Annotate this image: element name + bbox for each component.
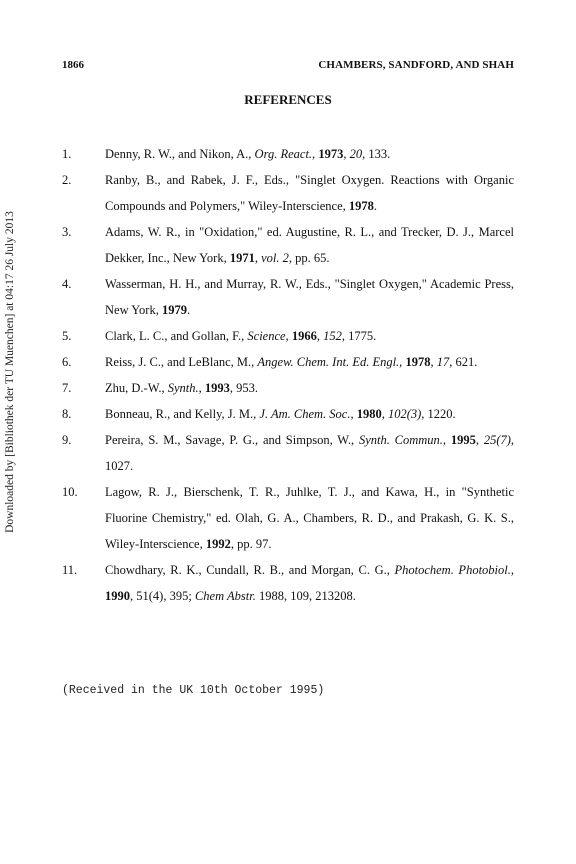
reference-text-run: Reiss, J. C., and LeBlanc, M.,	[105, 355, 258, 369]
reference-text-run: Photochem. Photobiol.,	[394, 563, 514, 577]
reference-text-run: ,	[343, 147, 350, 161]
reference-text-run: 1978	[348, 199, 374, 213]
reference-text-run: ,	[381, 407, 388, 421]
reference-number: 6.	[62, 355, 72, 369]
reference-text-run: 1992	[205, 537, 231, 551]
reference-number: 3.	[62, 225, 72, 239]
reference-text-run: Synth.,	[167, 381, 202, 395]
reference-item	[0, 375, 576, 401]
reference-text-run: ,	[430, 355, 437, 369]
reference-item	[0, 141, 576, 167]
reference-item	[0, 427, 576, 479]
reference-text-run: ,	[316, 329, 324, 343]
reference-text-run: Bonneau, R., and Kelly, J. M.,	[105, 407, 260, 421]
reference-text-run: , pp. 65.	[288, 251, 330, 265]
reference-text-run: 1980	[356, 407, 382, 421]
reference-text-run: 1971	[229, 251, 255, 265]
reference-text	[105, 141, 514, 167]
reference-item	[0, 271, 576, 323]
reference-text-run: , 133.	[362, 147, 391, 161]
reference-text	[105, 557, 514, 609]
page-number: 1866	[62, 59, 84, 71]
reference-text-run: vol. 2	[261, 251, 289, 265]
reference-text-run: , 621.	[449, 355, 478, 369]
reference-text-run: 25(7)	[483, 433, 511, 447]
reference-text-run: Pereira, S. M., Savage, P. G., and Simpson, W.,	[105, 433, 359, 447]
reference-text-run: Synth. Commun.,	[358, 433, 447, 447]
reference-text-run: ,	[254, 251, 262, 265]
reference-text-run: Chowdhary, R. K., Cundall, R. B., and Morgan, C. G.,	[105, 563, 395, 577]
section-title: REFERENCES	[244, 92, 332, 107]
reference-number: 4.	[62, 277, 72, 291]
reference-text-run: .	[186, 303, 191, 317]
reference-text-run: ,	[475, 433, 484, 447]
reference-text-run: Denny, R. W., and Nikon, A.,	[105, 147, 255, 161]
reference-text-run: .	[373, 199, 378, 213]
reference-item	[0, 557, 576, 609]
reference-text-run: Wasserman, H. H., and Murray, R. W., Eds., "Singlet Oxygen," Academic Press, New York,	[105, 277, 514, 317]
reference-text-run: 1978	[405, 355, 431, 369]
reference-text	[105, 349, 514, 375]
reference-text-run: 102(3)	[387, 407, 422, 421]
reference-text-run: 1979	[161, 303, 187, 317]
reference-text	[105, 401, 514, 427]
reference-text-run: J. Am. Chem. Soc.,	[259, 407, 354, 421]
reference-text-run: 152	[323, 329, 342, 343]
reference-text-run: Science,	[247, 329, 289, 343]
reference-text-run: 1973	[318, 147, 344, 161]
reference-text-run: , pp. 97.	[230, 537, 272, 551]
reference-item	[0, 479, 576, 557]
reference-text-run: , 1775.	[341, 329, 377, 343]
reference-text-run: Chem Abstr.	[194, 589, 256, 603]
reference-text-run: 1993	[204, 381, 230, 395]
reference-number: 5.	[62, 329, 72, 343]
reference-number: 2.	[62, 173, 72, 187]
reference-item	[0, 401, 576, 427]
reference-text-run: 1995	[450, 433, 476, 447]
reference-text-run: 1988, 109, 213208.	[255, 589, 356, 603]
reference-item	[0, 167, 576, 219]
download-watermark-text: Downloaded by [Bibliothek der TU Muenchen] at 04:17 26 July 2013	[4, 211, 16, 533]
reference-text-run: , 953.	[229, 381, 259, 395]
reference-list	[0, 141, 576, 609]
reference-number: 8.	[62, 407, 72, 421]
reference-item	[0, 323, 576, 349]
reference-text-run: Org. React.,	[254, 147, 316, 161]
reference-text-run: 17	[436, 355, 450, 369]
reference-text	[105, 167, 514, 219]
reference-text-run: Ranby, B., and Rabek, J. F., Eds., "Singlet Oxygen. Reactions with Organic Compounds and Polymers," Wiley-Interscience,	[105, 173, 514, 213]
reference-text-run: , 1220.	[421, 407, 456, 421]
reference-text-run: 1966	[291, 329, 317, 343]
reference-text	[105, 323, 514, 349]
reference-text-run: Adams, W. R., in "Oxidation," ed. Augustine, R. L., and Trecker, D. J., Marcel Dekker, Inc., New York,	[105, 225, 514, 265]
reference-text	[105, 271, 514, 323]
reference-text-run: Angew. Chem. Int. Ed. Engl.,	[257, 355, 403, 369]
reference-number: 9.	[62, 433, 72, 447]
reference-number: 7.	[62, 381, 72, 395]
reference-number: 11.	[62, 563, 78, 577]
reference-item	[0, 219, 576, 271]
running-head: CHAMBERS, SANDFORD, AND SHAH	[318, 59, 514, 71]
reference-number: 1.	[62, 147, 72, 161]
reference-text-run: 20	[349, 147, 363, 161]
reference-text-run: 1990	[105, 589, 130, 603]
reference-text	[105, 219, 514, 271]
reference-text-run: , 1027.	[105, 433, 515, 473]
reference-text-run: , 51(4), 395;	[130, 589, 195, 603]
received-note: (Received in the UK 10th October 1995)	[62, 684, 325, 697]
reference-text-run: Clark, L. C., and Gollan, F.,	[105, 329, 248, 343]
reference-text-run: Zhu, D.-W.,	[105, 381, 168, 395]
reference-text-run: Lagow, R. J., Bierschenk, T. R., Juhlke, T. J., and Kawa, H., in "Synthetic Fluorine Chemistry," ed. Olah, G. A., Chambers, R. D., and Prakash, G. K. S., Wiley-Interscience,	[105, 485, 514, 551]
reference-number: 10.	[62, 485, 78, 499]
reference-text	[105, 427, 514, 479]
reference-item	[0, 349, 576, 375]
reference-text	[105, 375, 514, 401]
reference-text	[105, 479, 514, 557]
